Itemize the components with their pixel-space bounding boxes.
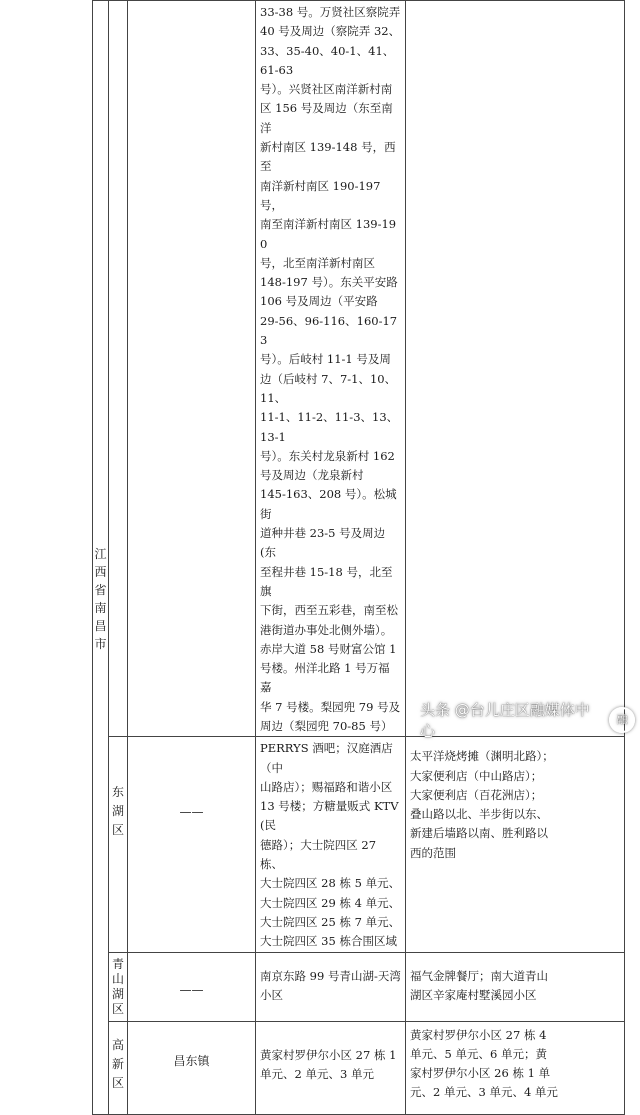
mid-risk-text: 太平洋烧烤摊（渊明北路）； 大家便利店（中山路店）； 大家便利店（百花洲店）； 叠山路以北、半步街以东、 新建后墙路以南、胜利路以 西的范围 [410, 749, 554, 860]
mid-risk-cell [406, 1021, 625, 1114]
source-watermark [420, 700, 635, 740]
district-cell [109, 737, 128, 952]
high-risk-cell [256, 952, 406, 1021]
town-cell [128, 1021, 256, 1114]
high-risk-text: PERRYS 酒吧；汉庭酒店（中 山路店）；赐福路和谐小区 13 号楼；方糖量贩式 KTV(民 德路）；大士院四区 27 栋、 大士院四区 28 栋 5 单元、 大士院四区 29 栋 4 单元、 大士院四区 25 栋 7 单元、 大士院四区 35 栋合围区域 [260, 741, 401, 949]
district-cell [109, 952, 128, 1021]
town-cell-empty [128, 1, 256, 737]
high-risk-text: 南京东路 99 号青山湖-天湾 小区 [260, 968, 401, 1002]
media-logo-icon: 融 [609, 707, 635, 733]
town-cell [128, 737, 256, 952]
high-risk-text: 黄家村罗伊尔小区 27 栋 1 单元、2 单元、3 单元 [260, 1047, 397, 1081]
high-risk-cell [256, 737, 406, 952]
town-label: 昌东镇 [173, 1053, 210, 1068]
watermark-text: 头条 @台儿庄区融媒体中心 [420, 701, 590, 740]
district-label: 高新区 [112, 1037, 125, 1090]
town-label: —— [179, 982, 204, 997]
town-cell [128, 952, 256, 1021]
province-cell [93, 1, 109, 1115]
district-label: 东湖区 [112, 785, 125, 838]
district-label: 青山湖区 [112, 956, 125, 1016]
table-row [93, 952, 625, 1021]
table-row [93, 737, 625, 952]
mid-risk-text: 福气金牌餐厅；南大道青山 湖区辛家庵村墅溪园小区 [410, 968, 548, 1002]
risk-area-table [92, 0, 625, 1115]
table-row [93, 1, 625, 737]
mid-risk-cell [406, 952, 625, 1021]
district-cell [109, 1021, 128, 1114]
high-risk-cell [256, 1021, 406, 1114]
district-cell-empty [109, 1, 128, 737]
town-label: —— [179, 805, 204, 820]
province-label: 江西省南昌市 [94, 547, 107, 651]
mid-risk-cell [406, 737, 625, 952]
table-row [93, 1021, 625, 1114]
high-risk-cell [256, 1, 406, 737]
mid-risk-cell-empty [406, 1, 625, 737]
high-risk-text: 33-38 号。万贤社区察院弄 40 号及周边（察院弄 32、 33、35-40、40-1、41、61-63 号）。兴贤社区南洋新村南 区 156 号及周边（东至南洋 新村南区 139-148 号，西至 南洋新村南区 190-197 号， 南至南洋新村南区 139-190 号，北至南洋新村南区 148-197 号）。东关平安路 106 号及周边（平安路 29-56、96-116、160-173 号）。后岐村 11-1 号及周 边（后岐村 7、7-1、10、11、 11-1、11-2、11-3、13、13-1 号）。东关村龙泉新村 162 号及周边（龙泉新村 145-163、208 号）。松城街 道种井巷 23-5 号及周边(东 至程井巷 15-18 号，北至旗 下街，西至五彩巷，南至松 港街道办事处北侧外墙）。 赤岸大道 58 号财富公馆 1 号楼。州洋北路 1 号万福嘉 华 7 号楼。梨园兜 79 号及 周边（梨园兜 70-85 号） [260, 5, 401, 733]
mid-risk-text: 黄家村罗伊尔小区 27 栋 4 单元、5 单元、6 单元；黄 家村罗伊尔小区 26 栋 1 单 元、2 单元、3 单元、4 单元 [410, 1027, 558, 1100]
